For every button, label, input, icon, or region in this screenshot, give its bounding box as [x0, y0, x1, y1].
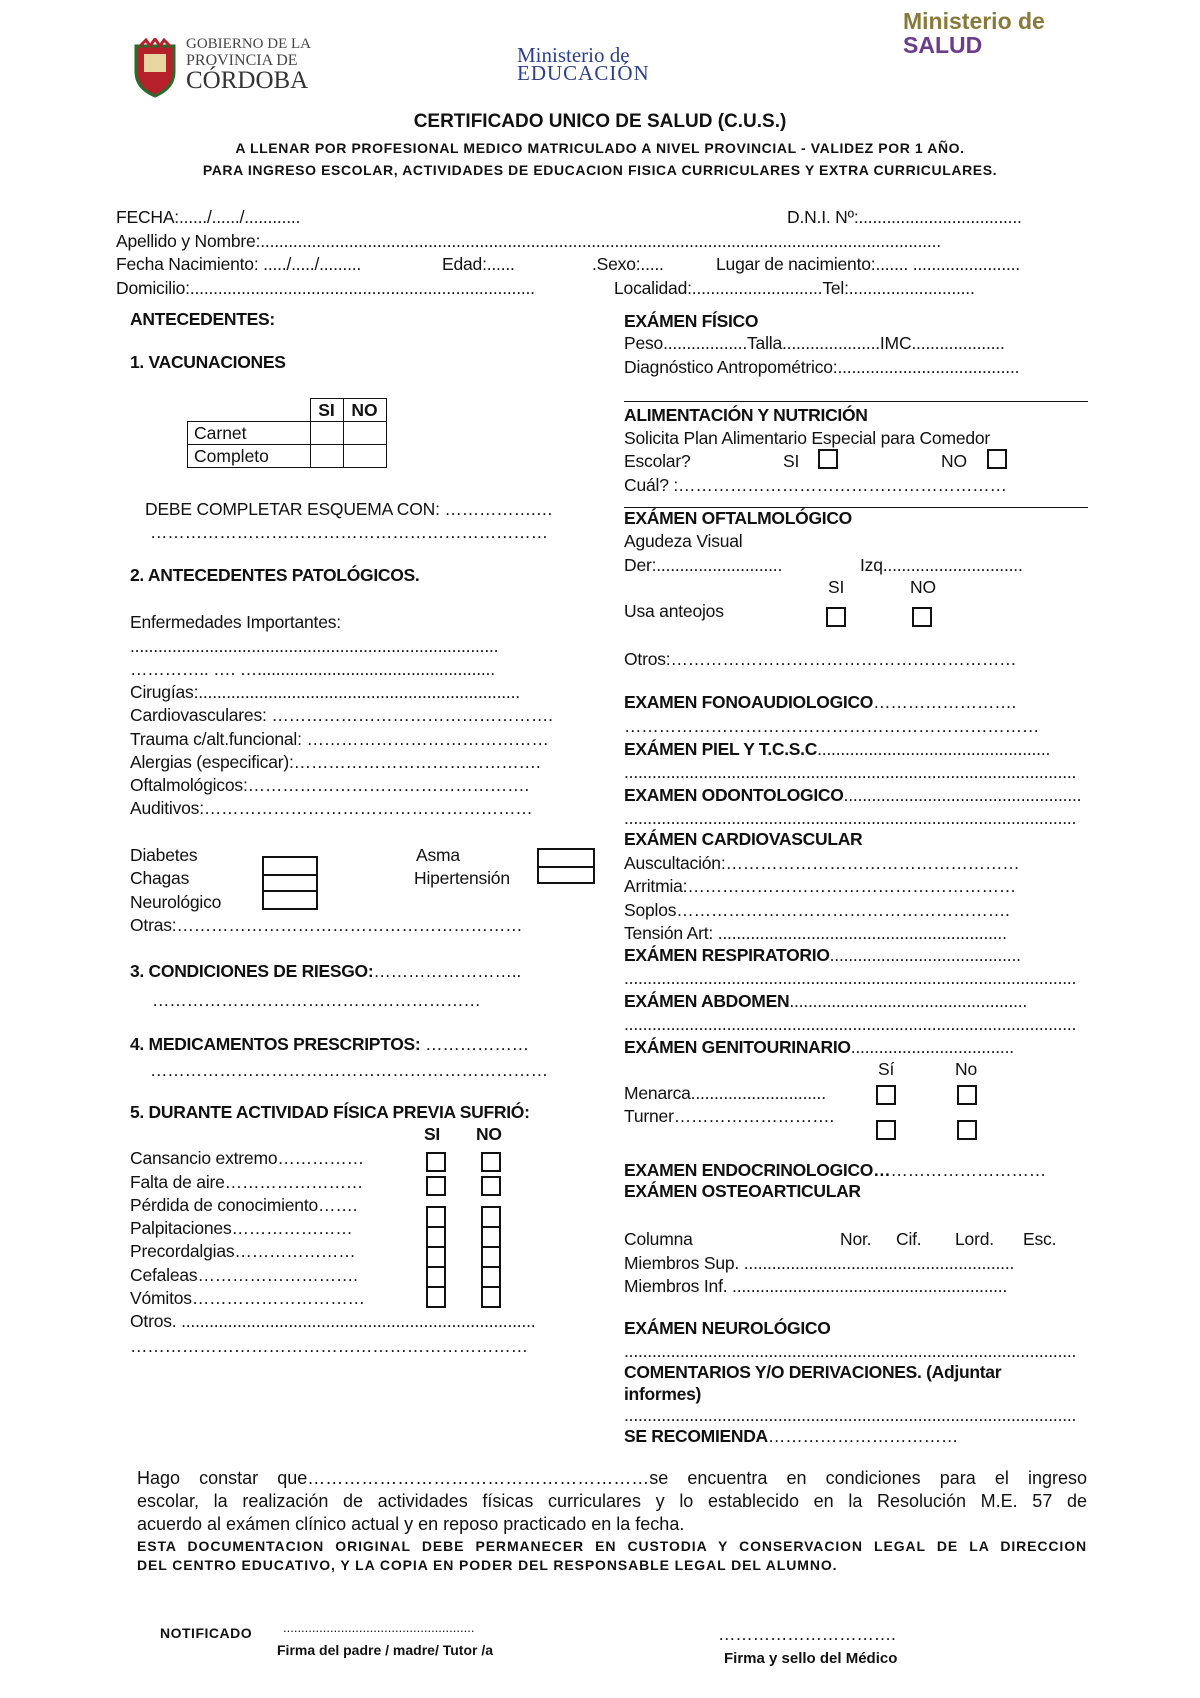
usa-anteojos-label: Usa anteojos [624, 601, 724, 621]
vac-no-header: NO [343, 399, 386, 422]
firma-medico-line[interactable]: …………………………. [718, 1624, 896, 1644]
hipertension-label: Hipertensión [414, 868, 510, 888]
menarca-field[interactable]: Menarca............................. [624, 1083, 826, 1103]
sintoma-cefaleas: Cefaleas………………………. [130, 1265, 358, 1285]
alimentacion-heading: ALIMENTACIÓN Y NUTRICIÓN [624, 405, 868, 425]
endocrinologico-heading: EXAMEN ENDOCRINOLOGICO… [624, 1160, 891, 1180]
abdomen-field[interactable]: ................................................... [789, 991, 1028, 1011]
recomienda-heading: SE RECOMIENDA [624, 1426, 768, 1446]
columna-esc[interactable]: Esc. [1023, 1229, 1057, 1249]
abdomen-heading: EXÁMEN ABDOMEN [624, 991, 790, 1011]
vac-row-carnet: Carnet [188, 422, 311, 445]
fecha-nacimiento-field[interactable]: Fecha Nacimiento: ...../...../......... [116, 254, 362, 274]
anteojos-si-header: SI [828, 577, 845, 597]
arritmia-field[interactable]: Arritmia:………………………………………………… [624, 876, 1017, 896]
domicilio-field[interactable]: Domicilio:.......................................................................... [116, 278, 535, 298]
piel-row [624, 739, 1050, 760]
respiratorio-line2[interactable]: ................................................................................................. [624, 968, 1077, 988]
anteojos-no-checkbox[interactable] [912, 607, 932, 627]
plan-no-label: NO [941, 451, 967, 471]
miembros-sup-field[interactable]: Miembros Sup. .......................................................... [624, 1253, 1015, 1273]
sintoma-precordalgias: Precordalgias………………… [130, 1241, 356, 1261]
medicamentos-row [130, 1034, 529, 1055]
neurologico-label: Neurológico [130, 892, 222, 912]
certificate-title: CERTIFICADO UNICO DE SALUD (C.U.S.) [413, 111, 787, 132]
otras-field[interactable]: Otras:…………………………………………………… [130, 915, 523, 935]
recomienda-field[interactable]: …………………………… [767, 1426, 959, 1446]
sexo-field[interactable]: .Sexo:..... [592, 254, 664, 274]
neurologico-field[interactable]: ................................................................................................. [624, 1341, 1077, 1361]
genitourinario-field[interactable]: ................................... [850, 1037, 1014, 1057]
sintoma-palpitaciones: Palpitaciones………………… [130, 1218, 353, 1238]
vac-carnet-si-cell[interactable] [310, 422, 343, 445]
notificado-signature-line[interactable]: ..................................................... [283, 1620, 475, 1635]
cansancio-no-checkbox[interactable] [481, 1152, 501, 1172]
condiciones-riesgo-field[interactable]: …………………….. [373, 961, 522, 981]
salud-line2: SALUD [903, 32, 983, 58]
falta-aire-si-checkbox[interactable] [426, 1176, 446, 1196]
auscultacion-field[interactable]: Auscultación:…………………………………………… [624, 853, 1020, 873]
condiciones-riesgo-line2[interactable]: ………………………………………………… [152, 990, 481, 1010]
fonoaudiologico-row [624, 692, 1016, 713]
respiratorio-field[interactable]: ......................................... [829, 945, 1021, 965]
edad-field[interactable]: Edad:...... [442, 254, 515, 274]
oftalmo-otros-field[interactable]: Otros:…………………………………………………… [624, 649, 1017, 669]
sintomas-otros-field[interactable]: Otros. ............................................................................ [130, 1311, 536, 1331]
vacunaciones-table [187, 398, 387, 468]
hago-constar-line-1[interactable]: Hago constar que…………………………………………………se encuentra en condiciones para el ingreso [137, 1468, 1087, 1488]
sintoma-cansancio: Cansancio extremo…………… [130, 1148, 364, 1168]
fonoaudiologico-heading: EXAMEN FONOAUDIOLOGICO [624, 692, 874, 712]
peso-talla-imc-field[interactable]: Peso..................Talla.....................IMC.................... [624, 333, 1005, 353]
hago-constar-line-2: escolar, la realización de actividades físicas curriculares y lo establecido en la Resolución M.E. 57 de [137, 1491, 1087, 1511]
recomienda-row [624, 1426, 958, 1447]
plan-si-label: SI [783, 451, 800, 471]
comentarios-field[interactable]: ................................................................................................. [624, 1405, 1077, 1425]
neurologico-heading: EXÁMEN NEUROLÓGICO [624, 1318, 831, 1338]
legal-notice-line-2: DEL CENTRO EDUCATIVO, Y LA COPIA EN PODER DEL RESPONSABLE LEGAL DEL ALUMNO. [137, 1557, 838, 1573]
alergias-field[interactable]: Alergias (especificar):……………………………………. [130, 752, 541, 772]
plan-si-checkbox[interactable] [818, 449, 838, 469]
notificado-label: NOTIFICADO [160, 1625, 253, 1641]
diagnostico-antropometrico-field[interactable]: Diagnóstico Antropométrico:....................................... [624, 357, 1020, 377]
cardiovasculares-field[interactable]: Cardiovasculares: …………………………………………. [130, 705, 553, 725]
vac-carnet-no-cell[interactable] [343, 422, 386, 445]
trauma-field[interactable]: Trauma c/alt.funcional: …………………………………… [130, 729, 549, 749]
cordoba-gobierno-text: GOBIERNO DE LA [186, 36, 311, 52]
vomitos-si-checkbox[interactable] [426, 1286, 446, 1308]
cordoba-provincia-text: PROVINCIA DE [186, 52, 298, 69]
hipertension-checkbox[interactable] [537, 866, 595, 884]
hago-constar-paragraph [137, 1467, 1087, 1536]
plan-no-checkbox[interactable] [987, 449, 1007, 469]
cefaleas-no-checkbox[interactable] [481, 1266, 501, 1288]
diabetes-checkbox[interactable] [262, 856, 318, 876]
fonoaudiologico-line2[interactable]: ……………………………………………………………… [624, 716, 1040, 736]
menarca-no-checkbox[interactable] [957, 1085, 977, 1105]
sintoma-perdida-conocimiento: Pérdida de conocimiento……. [130, 1195, 358, 1215]
cordoba-name-text: CÓRDOBA [186, 67, 309, 94]
cansancio-si-checkbox[interactable] [426, 1152, 446, 1172]
firma-padre-label: Firma del padre / madre/ Tutor /a [277, 1642, 494, 1658]
medicamentos-field[interactable]: ……………… [420, 1034, 529, 1054]
enfermedades-label: Enfermedades Importantes: [130, 612, 341, 632]
esquema-field-line2[interactable]: …………………………………………………………… [150, 522, 548, 542]
falta-aire-no-checkbox[interactable] [481, 1176, 501, 1196]
vacunaciones-heading: 1. VACUNACIONES [130, 352, 286, 372]
columna-cif[interactable]: Cif. [896, 1229, 922, 1249]
solicita-plan-label: Solicita Plan Alimentario Especial para Comedor [624, 428, 991, 448]
asma-checkbox[interactable] [537, 848, 595, 868]
respiratorio-heading: EXÁMEN RESPIRATORIO [624, 945, 830, 965]
odontologico-heading: EXAMEN ODONTOLOGICO [624, 785, 844, 805]
lugar-nacimiento-field[interactable]: Lugar de nacimiento:....... ....................... [716, 254, 1020, 274]
anteojos-no-header: NO [910, 577, 936, 597]
legal-notice-line-1: ESTA DOCUMENTACION ORIGINAL DEBE PERMANECER EN CUSTODIA Y CONSERVACION LEGAL DE LA DIRECCION [137, 1538, 1087, 1554]
examen-fisico-heading: EXÁMEN FÍSICO [624, 311, 759, 331]
sintoma-vomitos: Vómitos………………………… [130, 1288, 365, 1308]
hago-constar-line-3: acuerdo al exámen clínico actual y en reposo practicado en la fecha. [137, 1514, 685, 1534]
der-field[interactable]: Der:........................... [624, 555, 783, 575]
cardiovascular-heading: EXÁMEN CARDIOVASCULAR [624, 829, 863, 849]
comentarios-heading-2: informes) [624, 1384, 702, 1404]
localidad-tel-field[interactable]: Localidad:............................Tel:........................... [614, 278, 975, 298]
asma-label: Asma [416, 845, 460, 865]
educacion-line2: EDUCACIÓN [517, 61, 650, 85]
enfermedades-line-1[interactable]: ............................................................................... [130, 636, 499, 656]
medicamentos-line2[interactable]: …………………………………………………………… [150, 1060, 548, 1080]
fonoaudiologico-field[interactable]: ……………………. [873, 692, 1017, 712]
piel-heading: EXÁMEN PIEL Y T.C.S.C [624, 739, 818, 759]
abdomen-line2[interactable]: ................................................................................................. [624, 1014, 1077, 1034]
header-subtitle-2: PARA INGRESO ESCOLAR, ACTIVIDADES DE EDUCACION FISICA CURRICULARES Y EXTRA CURRICULARES. [202, 162, 998, 178]
sintoma-falta-aire: Falta de aire…………………… [130, 1172, 364, 1192]
odontologico-field[interactable]: ................................................... [843, 785, 1082, 805]
antecedentes-heading: ANTECEDENTES: [130, 309, 275, 329]
patologicos-heading: 2. ANTECEDENTES PATOLÓGICOS. [130, 565, 420, 585]
agudeza-visual-label: Agudeza Visual [624, 531, 743, 551]
auditivos-field[interactable]: Auditivos:………………………………………………… [130, 798, 533, 818]
odontologico-line2[interactable]: ................................................................................................. [624, 808, 1077, 828]
palpitaciones-no-checkbox[interactable] [481, 1226, 501, 1248]
perdida-si-checkbox[interactable] [426, 1206, 446, 1228]
menarca-si-checkbox[interactable] [876, 1085, 896, 1105]
fecha-field[interactable]: FECHA:....../....../............ [116, 207, 301, 227]
sintomas-otros-line2[interactable]: …………………………………………………………… [130, 1336, 528, 1356]
sintomas-no-header: NO [476, 1124, 502, 1144]
condiciones-riesgo-heading: 3. CONDICIONES DE RIESGO: [130, 961, 374, 981]
salud-line1: Ministerio de [903, 8, 1045, 34]
palpitaciones-si-checkbox[interactable] [426, 1226, 446, 1248]
diabetes-label: Diabetes [130, 845, 198, 865]
chagas-checkbox[interactable] [262, 874, 318, 892]
miembros-inf-field[interactable]: Miembros Inf. ........................................................... [624, 1276, 1008, 1296]
respiratorio-row [624, 945, 1021, 966]
esquema-field[interactable]: DEBE COMPLETAR ESQUEMA CON: …………….… [145, 499, 553, 519]
medicamentos-heading: 4. MEDICAMENTOS PRESCRIPTOS: [130, 1034, 421, 1054]
genito-si-header: Sí [878, 1059, 895, 1079]
cirugias-field[interactable]: Cirugías:..................................................................... [130, 682, 520, 702]
osteoarticular-heading: EXÁMEN OSTEOARTICULAR [624, 1181, 861, 1201]
condiciones-riesgo-row [130, 961, 521, 982]
perdida-no-checkbox[interactable] [481, 1206, 501, 1228]
odontologico-row [624, 785, 1081, 806]
dni-field[interactable]: D.N.I. Nº:................................... [787, 207, 1022, 227]
izq-field[interactable]: Izq.............................. [860, 555, 1023, 575]
enfermedades-line-2[interactable]: ………….. …. …................................................... [130, 659, 495, 679]
vac-si-header: SI [310, 399, 343, 422]
vac-row-completo: Completo [188, 445, 311, 468]
vomitos-no-checkbox[interactable] [481, 1286, 501, 1308]
durante-actividad-heading: 5. DURANTE ACTIVIDAD FÍSICA PREVIA SUFRIÓ: [130, 1102, 530, 1122]
neurologico-checkbox[interactable] [262, 892, 318, 910]
divider-1 [624, 401, 1088, 402]
turner-no-checkbox[interactable] [957, 1120, 977, 1140]
oftalmologico-heading: EXÁMEN OFTALMOLÓGICO [624, 508, 852, 528]
soplos-field[interactable]: Soplos…………………………………………………. [624, 900, 1010, 920]
genitourinario-heading: EXÁMEN GENITOURINARIO [624, 1037, 851, 1057]
cordoba-seal-icon [132, 38, 178, 98]
abdomen-row [624, 991, 1027, 1012]
genitourinario-row [624, 1037, 1014, 1058]
vac-completo-si-cell[interactable] [310, 445, 343, 468]
escolar-label: Escolar? [624, 451, 691, 471]
endocrinologico-row [624, 1160, 1046, 1181]
sintomas-si-header: SI [424, 1124, 440, 1144]
genito-no-header: No [955, 1059, 977, 1079]
oftalmologicos-field[interactable]: Oftalmológicos:…………………………………………. [130, 775, 530, 795]
columna-label: Columna [624, 1229, 693, 1249]
piel-line2[interactable]: ................................................................................................. [624, 762, 1077, 782]
columna-nor[interactable]: Nor. [840, 1229, 872, 1249]
cefaleas-si-checkbox[interactable] [426, 1266, 446, 1288]
anteojos-si-checkbox[interactable] [826, 607, 846, 627]
turner-field[interactable]: Turner………………………. [624, 1106, 835, 1126]
endocrinologico-field[interactable]: ……………………… [890, 1160, 1047, 1180]
precordalgias-si-checkbox[interactable] [426, 1246, 446, 1268]
firma-medico-label: Firma y sello del Médico [724, 1650, 898, 1667]
piel-field[interactable]: .................................................. [817, 739, 1051, 759]
columna-lord[interactable]: Lord. [955, 1229, 994, 1249]
vac-completo-no-cell[interactable] [343, 445, 386, 468]
turner-si-checkbox[interactable] [876, 1120, 896, 1140]
tension-field[interactable]: Tensión Art: .............................................................. [624, 923, 1007, 943]
cual-field[interactable]: Cuál? :………………………………………………… [624, 475, 1007, 495]
chagas-label: Chagas [130, 868, 190, 888]
legal-notice [137, 1537, 1087, 1575]
comentarios-heading-1: COMENTARIOS Y/O DERIVACIONES. (Adjuntar [624, 1362, 1002, 1382]
educacion-line1: Ministerio de [517, 43, 630, 67]
precordalgias-no-checkbox[interactable] [481, 1246, 501, 1268]
header-subtitle-1: A LLENAR POR PROFESIONAL MEDICO MATRICULADO A NIVEL PROVINCIAL - VALIDEZ POR 1 AÑO. [235, 140, 965, 156]
apellido-nombre-field[interactable]: Apellido y Nombre:.................................................................................................................................................. [116, 231, 941, 251]
